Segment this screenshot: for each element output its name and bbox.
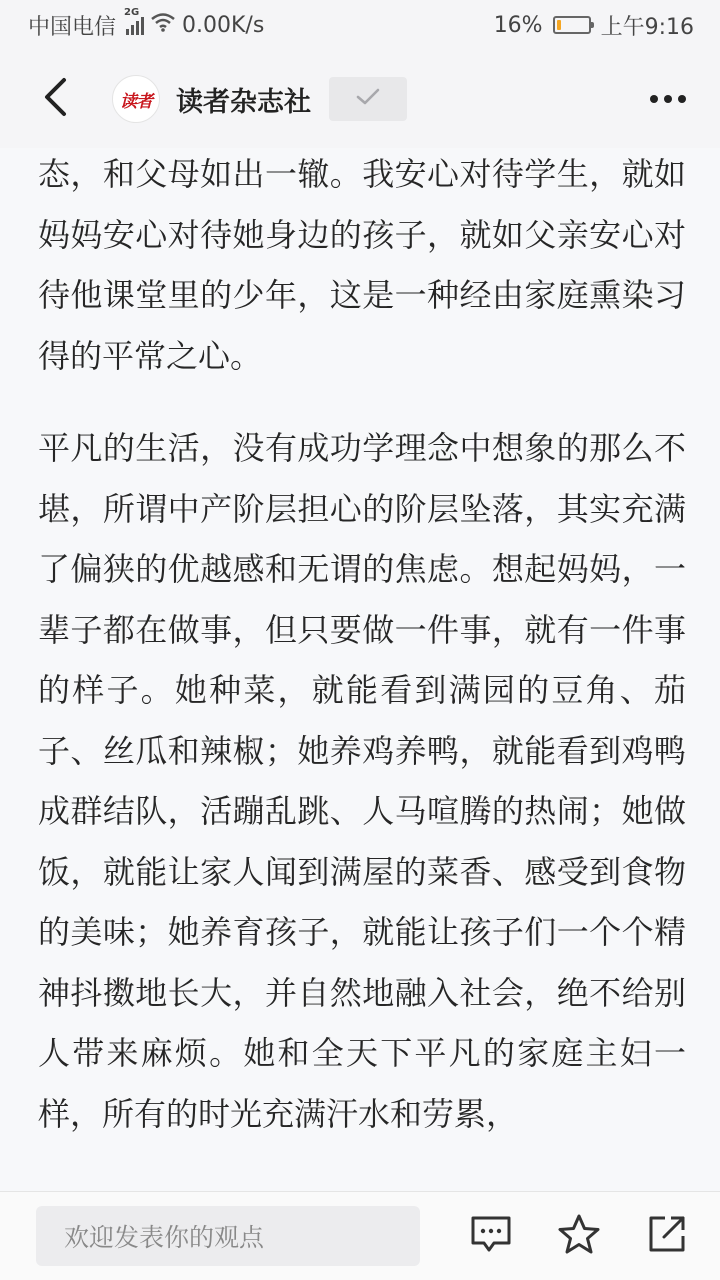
clock: 上午9:16 (600, 14, 694, 40)
more-dots-icon (650, 95, 658, 103)
back-button[interactable] (20, 50, 90, 148)
status-bar (0, 0, 720, 50)
battery-fill (557, 20, 562, 30)
status-right (494, 10, 694, 41)
network-speed: 0.00K/s (182, 12, 265, 38)
favorite-button[interactable] (556, 1213, 602, 1259)
network-generation: 2G (124, 7, 140, 18)
account-name[interactable]: 读者杂志社 (176, 86, 311, 118)
status-left (28, 7, 265, 41)
battery-icon (553, 16, 591, 34)
more-button[interactable] (650, 79, 686, 119)
article-paragraph: 平凡的生活，没有成功学理念中想象的那么不堪，所谓中产阶层担心的阶层坠落，其实充满了偏狭的优越感和无谓的焦虑。想起妈妈，一辈子都在做事，但只要做一件事，就有一件事的样子。她种菜，就能看到满园的豆角、茄子、丝瓜和辣椒；她养鸡养鸭，就能看到鸡鸭成群结队，活蹦乱跳、人马喧腾的热闹；她做饭，就能让家人闻到满屋的菜香、感受到食物的美味；她养育孩子，就能让孩子们一个个精神抖擞地长大，并自然地融入社会，绝不给别人带来麻烦。她和全天下平凡的家庭主妇一样，所有的时光充满汗水和劳累， (38, 429, 686, 1133)
check-icon (355, 87, 381, 111)
article-paragraph: 态，和父母如出一辙。我安心对待学生，就如妈妈安心对待她身边的孩子，就如父亲安心对待他课堂里的少年，这是一种经由家庭熏染习得的平常之心。 (38, 155, 686, 375)
comment-placeholder: 欢迎发表你的观点 (64, 1223, 265, 1252)
chevron-left-icon (42, 77, 68, 121)
account-logo[interactable] (112, 75, 160, 123)
follow-button[interactable] (329, 77, 407, 121)
star-icon (557, 1213, 601, 1259)
share-button[interactable] (644, 1213, 690, 1259)
battery-percent: 16% (493, 12, 543, 38)
carrier-name: 中国电信 (28, 14, 117, 40)
article-header (0, 50, 720, 148)
logo-text: 读者 (120, 91, 152, 112)
comment-icon (470, 1214, 512, 1258)
wifi-icon (150, 12, 176, 38)
bottom-action-bar (0, 1191, 720, 1280)
share-icon (647, 1214, 687, 1258)
comment-input[interactable] (36, 1206, 420, 1266)
comment-button[interactable] (468, 1213, 514, 1259)
bottom-icons (468, 1213, 690, 1259)
signal-icon (124, 7, 144, 35)
article-content[interactable] (0, 148, 720, 1191)
